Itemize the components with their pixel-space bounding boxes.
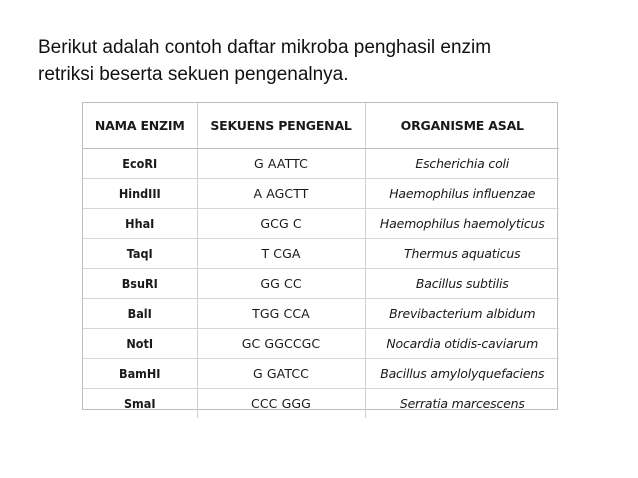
intro-paragraph bbox=[38, 34, 600, 88]
enzyme-cell: NotI bbox=[83, 329, 197, 359]
enzyme-cell: TaqI bbox=[83, 239, 197, 269]
sequence-cell: GC GGCCGC bbox=[197, 329, 365, 359]
enzyme-cell: BsuRI bbox=[83, 269, 197, 299]
sequence-cell: GG CC bbox=[197, 269, 365, 299]
organism-cell: Bacillus amylolyquefaciens bbox=[365, 359, 559, 389]
table-row bbox=[83, 359, 559, 389]
sequence-cell: G GATCC bbox=[197, 359, 365, 389]
enzyme-cell: SmaI bbox=[83, 389, 197, 419]
sequence-cell: TGG CCA bbox=[197, 299, 365, 329]
sequence-cell: CCC GGG bbox=[197, 389, 365, 419]
sequence-cell: G AATTC bbox=[197, 149, 365, 179]
table-row bbox=[83, 239, 559, 269]
organism-cell: Brevibacterium albidum bbox=[365, 299, 559, 329]
enzyme-cell: BamHI bbox=[83, 359, 197, 389]
intro-line-2: retriksi beserta sekuen pengenalnya. bbox=[38, 64, 349, 85]
intro-line-1: Berikut adalah contoh daftar mikroba penghasil enzim bbox=[38, 37, 492, 58]
sequence-cell: GCG C bbox=[197, 209, 365, 239]
table-row bbox=[83, 269, 559, 299]
organism-cell: Bacillus subtilis bbox=[365, 269, 559, 299]
enzyme-cell: HhaI bbox=[83, 209, 197, 239]
table-row bbox=[83, 329, 559, 359]
header-recognition-sequence: SEKUENS PENGENAL bbox=[197, 103, 365, 149]
table-header-row bbox=[83, 103, 559, 149]
table-row bbox=[83, 209, 559, 239]
organism-cell: Haemophilus haemolyticus bbox=[365, 209, 559, 239]
table-row bbox=[83, 389, 559, 419]
table-row bbox=[83, 299, 559, 329]
enzyme-table bbox=[83, 103, 559, 418]
organism-cell: Nocardia otidis-caviarum bbox=[365, 329, 559, 359]
header-enzyme-name: NAMA ENZIM bbox=[83, 103, 197, 149]
header-source-organism: ORGANISME ASAL bbox=[365, 103, 559, 149]
sequence-cell: T CGA bbox=[197, 239, 365, 269]
enzyme-table-container bbox=[82, 102, 558, 410]
table-row bbox=[83, 149, 559, 179]
organism-cell: Escherichia coli bbox=[365, 149, 559, 179]
enzyme-cell: HindIII bbox=[83, 179, 197, 209]
table-row bbox=[83, 179, 559, 209]
organism-cell: Serratia marcescens bbox=[399, 396, 525, 411]
organism-cell: Haemophilus influenzae bbox=[365, 179, 559, 209]
sequence-cell: A AGCTT bbox=[197, 179, 365, 209]
enzyme-cell: EcoRI bbox=[83, 149, 197, 179]
organism-cell: Thermus aquaticus bbox=[365, 239, 559, 269]
enzyme-cell: BalI bbox=[83, 299, 197, 329]
